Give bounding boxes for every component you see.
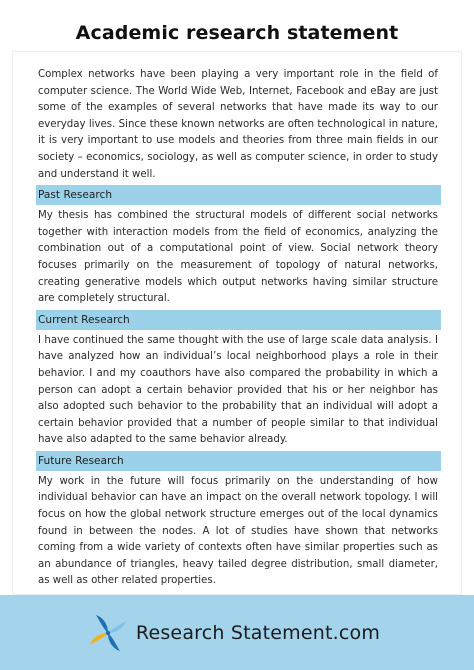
brand-link[interactable]: [88, 613, 380, 653]
intro-paragraph: Complex networks have been playing a very important role in the field of computer science. The World Wide Web, Internet, Facebook and eBay are just some of the examples of several networks that have made its way to our everyday lives. Since these known networks are often technological in nature, it is very important to use models and theories from three main fields in our society – economics, sociology, as well as computer science, in order to study and understand it well.: [38, 69, 438, 180]
document-content: [38, 67, 438, 590]
brand-name: Research Statement.com: [135, 621, 381, 644]
current-research-paragraph: I have continued the same thought with the use of large scale data analysis. I have analyzed how an individual’s local neighborhood plays a role in their behavior. I and my coauthors have also compared the probability in which a person can adopt a certain behavior provided that his or her neighbor has also adopted such behavior to the probability that an individual will adopt a certain behavior provided that a number of people similar to that individual have also adapted to the same behavior already.: [38, 334, 438, 446]
footer-band: [0, 595, 474, 670]
section-heading-past-research: Past Research: [36, 185, 441, 205]
future-research-paragraph: My work in the future will focus primarily on the understanding of how individual behavior can have an impact on the overall network topology. I will focus on how the global network structure emerges out of the local dynamics found in between the nodes. A lot of studies have shown that networks coming from a wide variety of contexts often have similar properties such as an abundance of triangles, heavy tailed degree distribution, small diameter, as well as other related properties.: [38, 475, 438, 587]
past-research-paragraph: My thesis has combined the structural models of different social networks together with interaction models from the field of economics, analyzing the combination out of a computational point of view. Social network theory focuses primarily on the measurement of topology of natural networks, creating generative models which output networks having similar structure are completely structural.: [38, 210, 438, 305]
section-heading-future-research: Future Research: [36, 451, 441, 471]
page-title: Academic research statement: [75, 22, 399, 44]
pinwheel-logo-icon: [88, 613, 128, 653]
section-heading-current-research: Current Research: [36, 310, 441, 330]
